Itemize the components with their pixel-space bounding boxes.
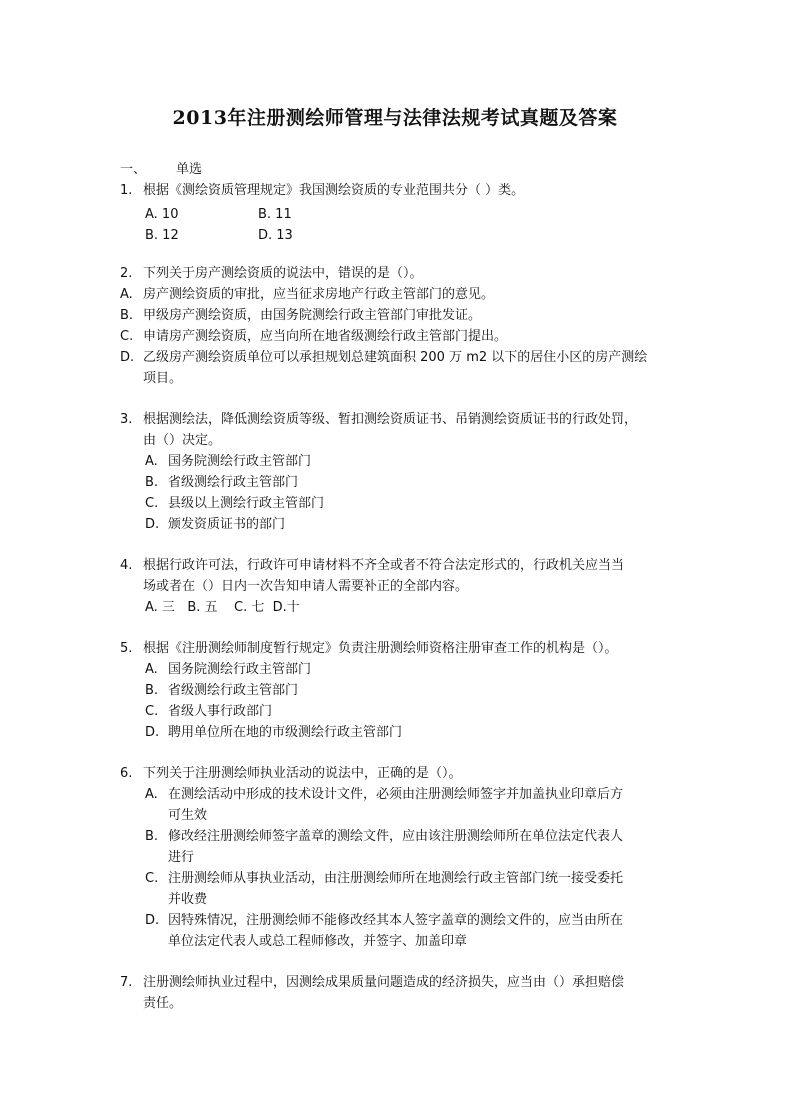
question-text: 下列关于注册测绘师执业活动的说法中，正确的是（）。: [143, 766, 462, 781]
option-b-letter: B.: [120, 308, 134, 323]
option-b: 省级测绘行政主管部门: [168, 475, 299, 490]
option-d: D. 13: [258, 228, 293, 243]
option-c-letter: C.: [145, 496, 159, 511]
option-b: 省级测绘行政主管部门: [168, 683, 299, 698]
page-title: 2013年注册测绘师管理与法律法规考试真题及答案: [172, 107, 618, 129]
option-c: 申请房产测绘资质，应当向所在地省级测绘行政主管部门提出。: [143, 329, 508, 344]
option-a: 房产测绘资质的审批，应当征求房地产行政主管部门的意见。: [143, 287, 495, 302]
option-d-letter: D.: [120, 350, 135, 365]
question-text: 根据《注册测绘师制度暂行规定》负责注册测绘师资格注册审查工作的机构是（）。: [143, 641, 618, 656]
option-c-continued: 并收费: [168, 892, 208, 907]
option-a: 国务院测绘行政主管部门: [168, 662, 312, 677]
option-a-letter: A.: [145, 787, 158, 802]
option-c-letter: C.: [145, 704, 159, 719]
option-d: 聘用单位所在地的市级测绘行政主管部门: [168, 725, 403, 740]
question-number: 1.: [120, 183, 133, 198]
option-d-letter: D.: [145, 517, 160, 532]
option-b-letter: B.: [145, 829, 159, 844]
question-number: 7.: [120, 975, 133, 990]
question-text-continued: 场或者在（）日内一次告知申请人需要补正的全部内容。: [143, 579, 469, 594]
option-a: 在测绘活动中形成的技术设计文件，必须由注册测绘师签字并加盖执业印章后方: [168, 787, 624, 802]
option-b-letter: B.: [145, 475, 159, 490]
question-text: 根据行政许可法，行政许可申请材料不齐全或者不符合法定形式的，行政机关应当当: [143, 558, 625, 573]
option-d-letter: D.: [145, 725, 160, 740]
question-number: 6.: [120, 766, 133, 781]
option-c: 县级以上测绘行政主管部门: [168, 496, 325, 511]
option-d: 颁发资质证书的部门: [168, 517, 286, 532]
option-b-letter: B.: [145, 683, 159, 698]
section-label: 单选: [176, 162, 203, 177]
option-a-letter: A.: [145, 454, 158, 469]
option-a-continued: 可生效: [168, 808, 208, 823]
option-c-letter: C.: [145, 871, 159, 886]
option-b: B. 11: [258, 207, 292, 222]
options-inline: A. 三 B. 五 C. 七 D.十: [145, 600, 300, 615]
option-d-letter: D.: [145, 913, 160, 928]
section-number: 一、: [120, 162, 147, 177]
option-b: 甲级房产测绘资质，由国务院测绘行政主管部门审批发证。: [143, 308, 482, 323]
option-d-continued: 项目。: [143, 371, 183, 386]
option-a-letter: A.: [120, 287, 133, 302]
option-a-letter: A.: [145, 662, 158, 677]
question-text: 注册测绘师执业过程中，因测绘成果质量问题造成的经济损失，应当由（）承担赔偿: [143, 975, 625, 990]
option-c-letter: C.: [120, 329, 134, 344]
option-c: B. 12: [145, 228, 179, 243]
option-d: 乙级房产测绘资质单位可以承担规划总建筑面积 200 万 m2 以下的居住小区的房产测绘: [143, 350, 648, 365]
question-number: 2.: [120, 266, 133, 281]
option-c: 省级人事行政部门: [168, 704, 273, 719]
option-d: 因特殊情况，注册测绘师不能修改经其本人签字盖章的测绘文件的，应当由所在: [168, 913, 624, 928]
option-d-continued: 单位法定代表人或总工程师修改，并签字、加盖印章: [168, 934, 468, 949]
question-number: 4.: [120, 558, 133, 573]
question-text: 下列关于房产测绘资质的说法中，错误的是（）。: [143, 266, 423, 281]
question-text: 根据《测绘资质管理规定》我国测绘资质的专业范围共分（ ）类。: [143, 183, 525, 198]
option-c: 注册测绘师从事执业活动，由注册测绘师所在地测绘行政主管部门统一接受委托: [168, 871, 624, 886]
question-text-continued: 由（）决定。: [143, 433, 222, 448]
question-number: 3.: [120, 412, 133, 427]
question-number: 5.: [120, 641, 133, 656]
option-a: A. 10: [145, 207, 179, 222]
question-text-continued: 责任。: [143, 996, 183, 1011]
question-text: 根据测绘法，降低测绘资质等级、暂扣测绘资质证书、吊销测绘资质证书的行政处罚，: [143, 412, 638, 427]
option-b-continued: 进行: [168, 850, 195, 865]
option-a: 国务院测绘行政主管部门: [168, 454, 312, 469]
option-b: 修改经注册测绘师签字盖章的测绘文件，应由该注册测绘师所在单位法定代表人: [168, 829, 624, 844]
